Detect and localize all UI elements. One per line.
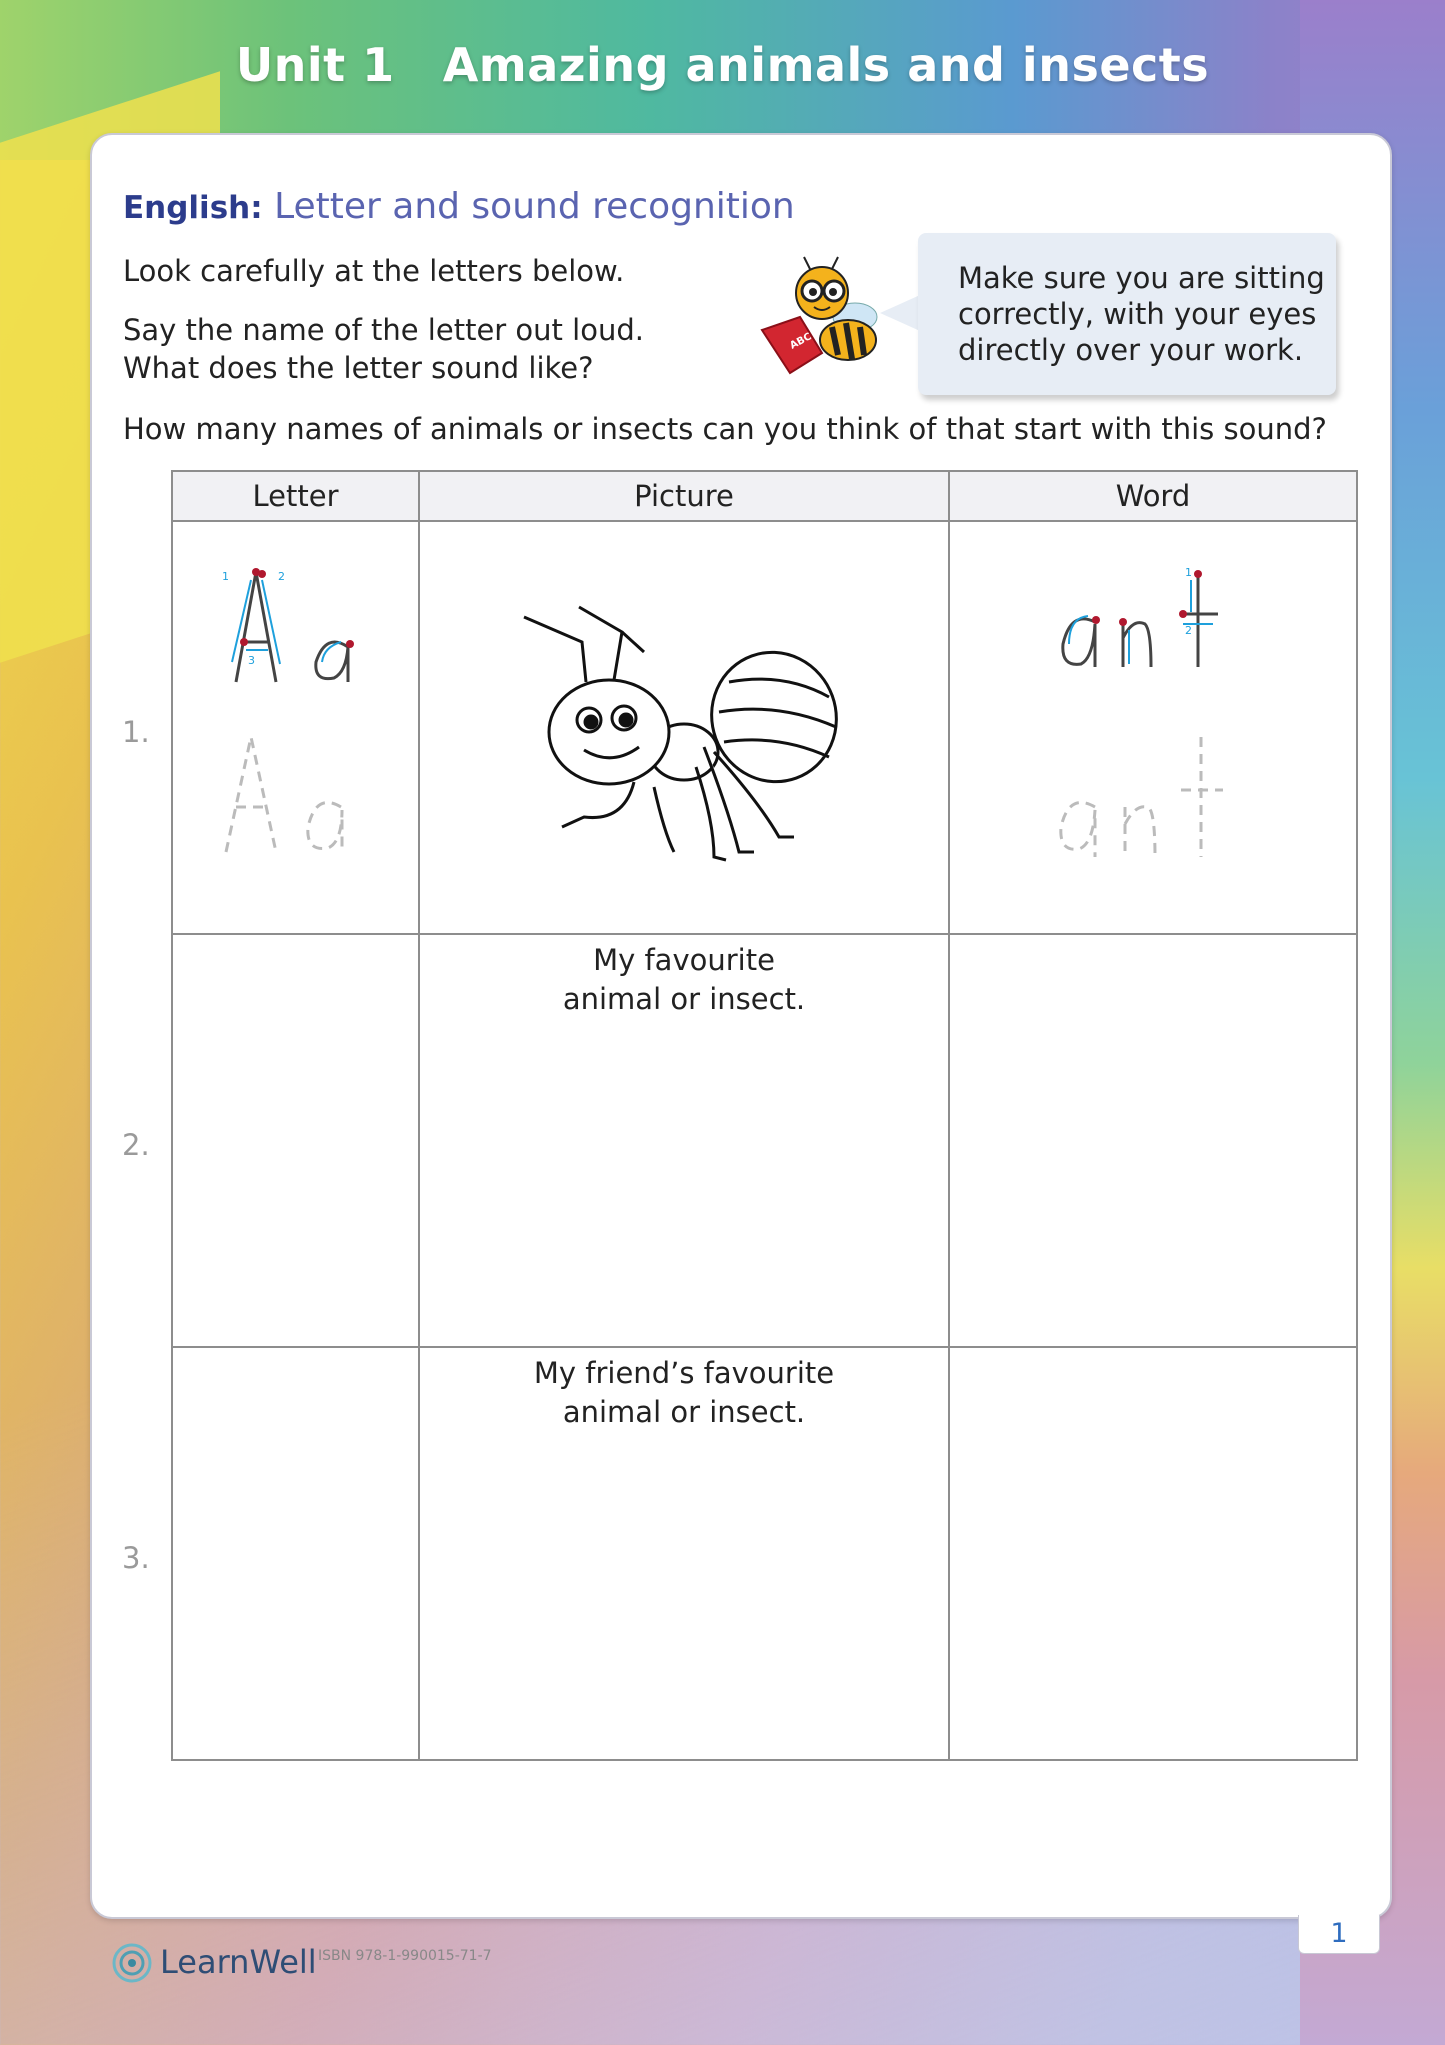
row-number-1: 1. <box>122 715 150 749</box>
ant-drawing-icon <box>514 602 854 882</box>
subject-label: English: <box>123 190 263 226</box>
word-stroke-number-1: 1 <box>1185 566 1192 579</box>
table-row <box>172 934 1357 1347</box>
tip-text <box>958 260 1325 368</box>
unit-title <box>0 38 1445 92</box>
table-header-row <box>172 471 1357 521</box>
book-label: ABC <box>788 331 814 352</box>
instruction-2: Say the name of the letter out loud. <box>123 313 644 347</box>
tip-line-1: Make sure you are sitting <box>958 261 1325 295</box>
row-number-2: 2. <box>122 1128 150 1162</box>
tip-line-3: directly over your work. <box>958 333 1304 367</box>
word-cell-3[interactable] <box>949 1347 1357 1760</box>
word-cell-1 <box>949 521 1357 934</box>
table-row <box>172 521 1357 934</box>
word-stroke-number-2: 2 <box>1185 624 1192 637</box>
picture-caption-3 <box>420 1348 948 1432</box>
letter-picture-word-table <box>171 470 1358 1761</box>
section-heading <box>123 186 795 227</box>
unit-name: Amazing animals and insects <box>442 38 1210 92</box>
picture-cell-1 <box>419 521 949 934</box>
instruction-3: What does the letter sound like? <box>123 351 594 385</box>
letter-cell-1 <box>172 521 419 934</box>
picture-cell-3[interactable] <box>419 1347 949 1760</box>
caption-2-line-2: animal or insect. <box>562 982 806 1016</box>
word-ant-tracing <box>1033 552 1273 892</box>
brand-name: LearnWell <box>160 1943 317 1981</box>
instruction-4: How many names of animals or insects can you think of that start with this sound? <box>123 412 1327 446</box>
caption-3-line-1: My friend’s favourite <box>533 1356 835 1390</box>
letter-cell-2[interactable] <box>172 934 419 1347</box>
stroke-number-1: 1 <box>221 570 229 583</box>
stroke-number-2: 2 <box>277 570 285 583</box>
stroke-number-3: 3 <box>247 654 255 667</box>
word-cell-2[interactable] <box>949 934 1357 1347</box>
header-word: Word <box>949 471 1357 521</box>
row-number-3: 3. <box>122 1541 150 1575</box>
picture-caption-2 <box>420 935 948 1019</box>
isbn-text: ISBN 978-1-990015-71-7 <box>318 1948 492 1964</box>
topic-label: Letter and sound recognition <box>274 186 795 227</box>
page-number: 1 <box>1298 1915 1380 1954</box>
picture-cell-2[interactable] <box>419 934 949 1347</box>
speech-bubble-tail <box>880 295 920 331</box>
tip-line-2: correctly, with your eyes <box>958 297 1317 331</box>
learnwell-logo-icon <box>112 1943 152 1983</box>
caption-3-line-2: animal or insect. <box>562 1395 806 1429</box>
header-letter: Letter <box>172 471 419 521</box>
bee-mascot-icon <box>760 255 880 380</box>
caption-2-line-1: My favourite <box>593 943 775 977</box>
instruction-1: Look carefully at the letters below. <box>123 254 625 288</box>
header-picture: Picture <box>419 471 949 521</box>
unit-label: Unit 1 <box>235 38 395 92</box>
letter-a-tracing <box>196 552 396 892</box>
table-row <box>172 1347 1357 1760</box>
letter-cell-3[interactable] <box>172 1347 419 1760</box>
